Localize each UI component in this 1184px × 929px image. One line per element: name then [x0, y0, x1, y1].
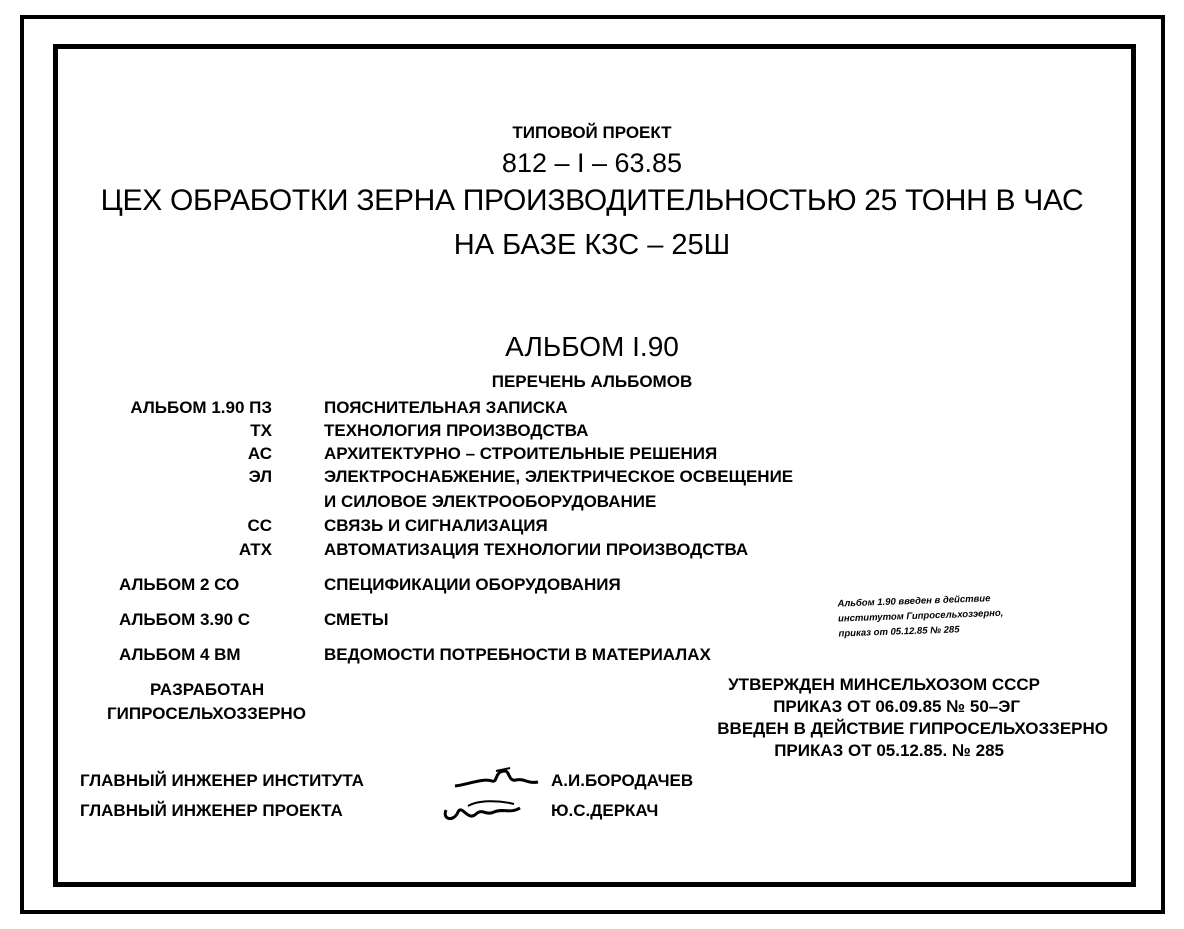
- handwritten-note: [837, 587, 1098, 642]
- album-code: ТХ: [250, 421, 272, 440]
- signatory-role: ГЛАВНЫЙ ИНЖЕНЕР ИНСТИТУТА: [80, 771, 364, 790]
- signatory-role: ГЛАВНЫЙ ИНЖЕНЕР ПРОЕКТА: [80, 801, 343, 820]
- project-type: ТИПОВОЙ ПРОЕКТ: [512, 123, 672, 142]
- document-subtitle: НА БАЗЕ КЗС – 25Ш: [453, 229, 731, 261]
- developer-organization: ГИПРОСЕЛЬХОЗЗЕРНО: [107, 704, 306, 723]
- album-code: АЛЬБОМ 4 ВМ: [119, 645, 241, 664]
- album-code: АЛЬБОМ 1.90 ПЗ: [130, 398, 272, 417]
- signature-chief-engineer-institute: [452, 764, 542, 794]
- album-description: АРХИТЕКТУРНО – СТРОИТЕЛЬНЫЕ РЕШЕНИЯ: [324, 444, 718, 463]
- album-description: ТЕХНОЛОГИЯ ПРОИЗВОДСТВА: [324, 421, 589, 440]
- album-list-heading: ПЕРЕЧЕНЬ АЛЬБОМОВ: [491, 372, 693, 391]
- album-description: И СИЛОВОЕ ЭЛЕКТРООБОРУДОВАНИЕ: [324, 492, 657, 511]
- album-description: ВЕДОМОСТИ ПОТРЕБНОСТИ В МАТЕРИАЛАХ: [324, 645, 711, 664]
- album-description: ПОЯСНИТЕЛЬНАЯ ЗАПИСКА: [324, 398, 568, 417]
- album-description: СПЕЦИФИКАЦИИ ОБОРУДОВАНИЯ: [324, 575, 621, 594]
- album-description: СВЯЗЬ И СИГНАЛИЗАЦИЯ: [324, 516, 548, 535]
- project-number: 812 – I – 63.85: [501, 148, 683, 178]
- approval-line: УТВЕРЖДЕН МИНСЕЛЬХОЗОМ СССР: [728, 675, 1040, 694]
- album-description: ЭЛЕКТРОСНАБЖЕНИЕ, ЭЛЕКТРИЧЕСКОЕ ОСВЕЩЕНИЕ: [324, 467, 794, 486]
- album-code: АС: [247, 444, 272, 463]
- enactment-order: ПРИКАЗ ОТ 05.12.85. № 285: [774, 741, 1004, 760]
- album-title: АЛЬБОМ I.90: [505, 331, 679, 362]
- signatory-name: А.И.БОРОДАЧЕВ: [551, 771, 694, 790]
- enactment-line: ВВЕДЕН В ДЕЙСТВИЕ ГИПРОСЕЛЬХОЗЗЕРНО: [717, 719, 1108, 738]
- album-code: АЛЬБОМ 2 СО: [119, 575, 240, 594]
- album-code: СС: [247, 516, 272, 535]
- album-description: АВТОМАТИЗАЦИЯ ТЕХНОЛОГИИ ПРОИЗВОДСТВА: [324, 540, 749, 559]
- album-code: АЛЬБОМ 3.90 С: [119, 610, 251, 629]
- album-description: СМЕТЫ: [324, 610, 389, 629]
- document-title: ЦЕХ ОБРАБОТКИ ЗЕРНА ПРОИЗВОДИТЕЛЬНОСТЬЮ 25 ТОНН В ЧАС: [100, 184, 1084, 217]
- signatory-name: Ю.С.ДЕРКАЧ: [551, 801, 659, 820]
- note-line: приказ от 05.12.85 № 285: [838, 624, 960, 640]
- note-line: институтом Гипросельхозэерно,: [837, 607, 1004, 625]
- note-line: Альбом 1.90 введен в действие: [837, 593, 991, 610]
- approval-order: ПРИКАЗ ОТ 06.09.85 № 50–ЭГ: [773, 697, 1020, 716]
- album-code: АТХ: [238, 540, 272, 559]
- signature-chief-engineer-project: [438, 796, 528, 826]
- developer-label: РАЗРАБОТАН: [150, 680, 265, 699]
- album-code: ЭЛ: [248, 467, 272, 486]
